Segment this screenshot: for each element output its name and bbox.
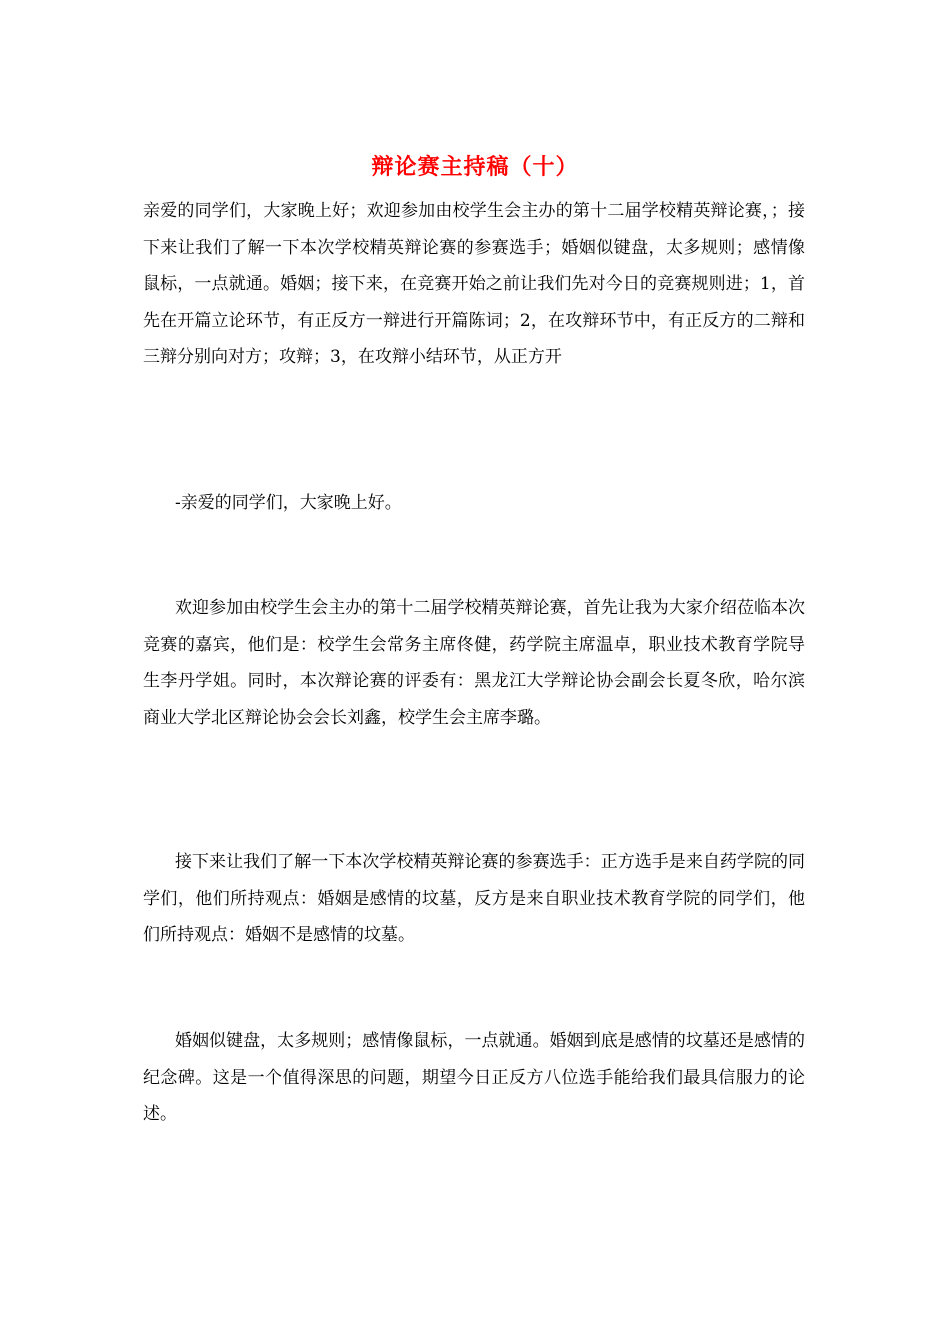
document-title: 辩论赛主持稿（十） [371,154,579,180]
body-paragraph-3: 接下来让我们了解一下本次学校精英辩论赛的参赛选手：正方选手是来自药学院的同学们，他们所持观点：婚姻是感情的坟墓，反方是来自职业技术教育学院的同学们，他们所持观点：婚姻不是感情的坟墓。 [143,852,805,945]
body-paragraph-1: -亲爱的同学们，大家晚上好。 [175,493,402,513]
body-paragraph-2: 欢迎参加由校学生会主办的第十二届学校精英辩论赛，首先让我为大家介绍莅临本次竞赛的嘉宾，他们是：校学生会常务主席佟健，药学院主席温卓，职业技术教育学院导生李丹学姐。同时，本次辩论赛的评委有：黑龙江大学辩论协会副会长夏冬欣，哈尔滨商业大学北区辩论协会会长刘鑫，校学生会主席李璐。 [143,598,805,728]
body-paragraph-4: 婚姻似键盘，太多规则；感情像鼠标，一点就通。婚姻到底是感情的坟墓还是感情的纪念碑。这是一个值得深思的问题，期望今日正反方八位选手能给我们最具信服力的论述。 [143,1031,805,1124]
summary-paragraph: 亲爱的同学们，大家晚上好；欢迎参加由校学生会主办的第十二届学校精英辩论赛，；接下来让我们了解一下本次学校精英辩论赛的参赛选手；婚姻似键盘，太多规则；感情像鼠标，一点就通。婚姻；接下来，在竞赛开始之前让我们先对今日的竞赛规则进；1，首先在开篇立论环节，有正反方一辩进行开篇陈词；2，在攻辩环节中，有正反方的二辩和三辩分别向对方；攻辩；3，在攻辩小结环节，从正方开 [143,201,805,367]
